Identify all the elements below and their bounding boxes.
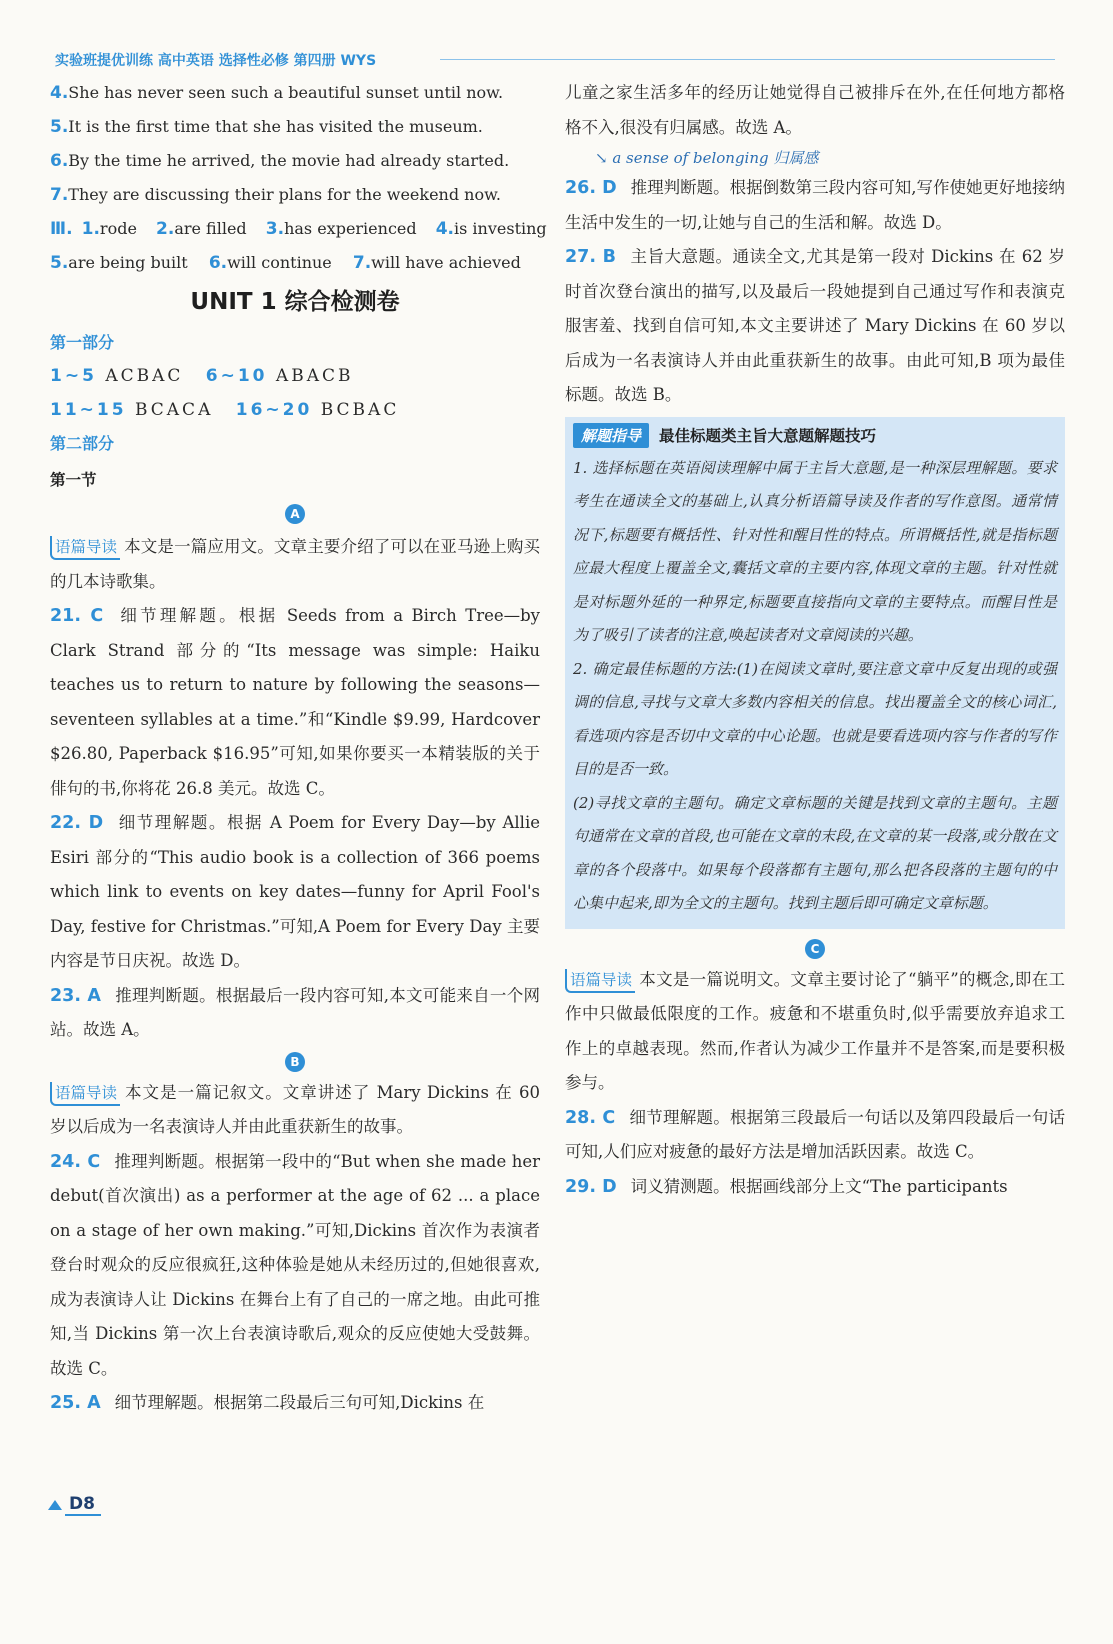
part3-row: Ⅲ. 1.rode 2.are filled 3.has experienced 4.is investing — [50, 219, 547, 239]
tip-box — [565, 417, 1065, 929]
running-header: 实验班提优训练 高中英语 选择性必修 第四册 WYS — [55, 53, 377, 69]
tip-badge: 解题指导 — [573, 423, 649, 448]
answer-21: 21. C 细节理解题。根据 Seeds from a Birch Tree—by Clark Strand 部分的“Its message was simple: Haiku teaches us to return to nature by following the seasons—seventeen syllables at a time.”和“Kindle $9.99, Hardcover $26.80, Paperback $16.95”可知,如果你要买一本精装版的关于俳句的书,你将花 26.8 美元。故选 C。 — [50, 606, 541, 798]
answer-29: 29. D 词义猜测题。根据画线部分上文“The participants — [565, 1176, 1008, 1197]
page-arrow-icon — [48, 1500, 62, 1510]
answer-22: 22. D 细节理解题。根据 A Poem for Every Day—by Allie Esiri 部分的“This audio book is a collection of 366 poems which link to events on key dates—funny for April Fool's Day, festive for Christmas.”可知,A Poem for Every Day 主要内容是节日庆祝。故选 D。 — [50, 813, 541, 970]
passage-a-intro: 语篇导读 本文是一篇应用文。文章主要介绍了可以在亚马逊上购买的几本诗歌集。 — [50, 537, 540, 591]
tip-paragraph: 2. 确定最佳标题的方法:(1)在阅读文章时,要注意文章中反复出现的或强调的信息,寻找与文章大多数内容相关的信息。找出覆盖全文的核心词汇,看选项内容是否切中文章的中心论题。也就是要看选项内容与作者的写作目的是否一致。 — [573, 659, 1057, 778]
answer-26: 26. D 推理判断题。根据倒数第三段内容可知,写作使她更好地接纳生活中发生的一切,让她与自己的生活和解。故选 D。 — [565, 178, 1065, 232]
passage-c-intro: 语篇导读 本文是一篇说明文。文章主要讨论了“躺平”的概念,即在工作中只做最低限度的工作。疲惫和不堪重负时,似乎需要放弃追求工作上的卓越表现。然而,作者认为减少工作量并不是答案,而是要积极参与。 — [565, 969, 1065, 1092]
passage-b-intro: 语篇导读 本文是一篇记叙文。文章讲述了 Mary Dickins 在 60 岁以后成为一名表演诗人并由此重获新生的故事。 — [50, 1082, 540, 1136]
right-column — [565, 76, 1065, 1204]
handwritten-note: ↘ a sense of belonging 归属感 — [595, 149, 819, 167]
answer-27: 27. B 主旨大意题。通读全文,尤其是第一段对 Dickins 在 62 岁时首次登台演出的描写,以及最后一段她提到自己通过写作和表演克服害羞、找到自信可知,本文主要讲述了 Mary Dickins 在 60 岁以后成为一名表演诗人并由此重获新生的故事。由此可知,B 项为最佳标题。故选 B。 — [565, 247, 1065, 404]
answer-25-continued: 儿童之家生活多年的经历让她觉得自己被排斥在外,在任何地方都格格不入,很没有归属感。故选 A。 — [565, 83, 1065, 137]
answer-24: 24. C 推理判断题。根据第一段中的“But when she made her debut(首次演出) as a performer at the age of 62 ... a place on a stage of her own making.”可知,Dickins 首次作为表演者登台时观众的反应很疯狂,这种体验是她从未经历过的,但她很喜欢,成为表演诗人让 Dickins 在舞台上有了自己的一席之地。由此可推知,当 Dickins 第一次上台表演诗歌后,观众的反应使她大受鼓舞。故选 C。 — [50, 1151, 540, 1378]
sentence-line: 5.It is the first time that she has visited the museum. — [50, 117, 483, 137]
header-rule — [440, 59, 1055, 60]
reading-guide-tag: 语篇导读 — [50, 536, 120, 560]
answer-row: 1~5 ACBAC 6~10 ABACB — [50, 366, 354, 386]
answer-28: 28. C 细节理解题。根据第三段最后一句话以及第四段最后一句话可知,人们应对疲惫的最好方法是增加活跃因素。故选 C。 — [565, 1107, 1066, 1161]
passage-a-marker: A — [285, 504, 305, 524]
sentence-line: 7.They are discussing their plans for the weekend now. — [50, 185, 501, 205]
left-column — [50, 76, 547, 1421]
part3-row: 5.are being built 6.will continue 7.will have achieved — [50, 253, 521, 273]
tip-paragraph: (2)寻找文章的主题句。确定文章标题的关键是找到文章的主题句。主题句通常在文章的首段,也可能在文章的末段,在文章的某一段落,或分散在文章的各个段落中。如果每个段落都有主题句,那么把各段落的主题句的中心集中起来,即为全文的主题句。找到主题后即可确定文章标题。 — [573, 793, 1057, 912]
answer-25: 25. A 细节理解题。根据第二段最后三句可知,Dickins 在 — [50, 1393, 485, 1413]
answer-row: 11~15 BCACA 16~20 BCBAC — [50, 400, 400, 420]
unit-title: UNIT 1 综合检测卷 — [190, 289, 400, 315]
reading-guide-tag: 语篇导读 — [50, 1082, 120, 1106]
tip-paragraph: 1. 选择标题在英语阅读理解中属于主旨大意题,是一种深层理解题。要求考生在通读全文的基础上,认真分析语篇导读及作者的写作意图。通常情况下,标题要有概括性、针对性和醒目性的特点。所谓概括性,就是指标题应最大程度上覆盖全文,囊括文章的主要内容,体现文章的主题。针对性就是对标题外延的一种界定,标题要直接指向文章的主要特点。而醒目性是为了吸引了读者的注意,唤起读者对文章阅读的兴趣。 — [573, 458, 1057, 644]
passage-c-marker: C — [805, 939, 825, 959]
sentence-line: 4.She has never seen such a beautiful sunset until now. — [50, 83, 504, 103]
part1-label: 第一部分 — [50, 333, 115, 352]
tip-header — [573, 423, 1057, 448]
answer-23: 23. A 推理判断题。根据最后一段内容可知,本文可能来自一个网站。故选 A。 — [50, 985, 540, 1039]
section1-label: 第一节 — [50, 471, 97, 489]
passage-b-marker: B — [285, 1052, 305, 1072]
sentence-line: 6.By the time he arrived, the movie had already started. — [50, 151, 510, 171]
page-number: D8 — [65, 1494, 101, 1516]
part2-label: 第二部分 — [50, 434, 115, 453]
page-footer — [48, 1494, 101, 1516]
tip-title: 最佳标题类主旨大意题解题技巧 — [659, 427, 877, 445]
reading-guide-tag: 语篇导读 — [565, 969, 635, 993]
